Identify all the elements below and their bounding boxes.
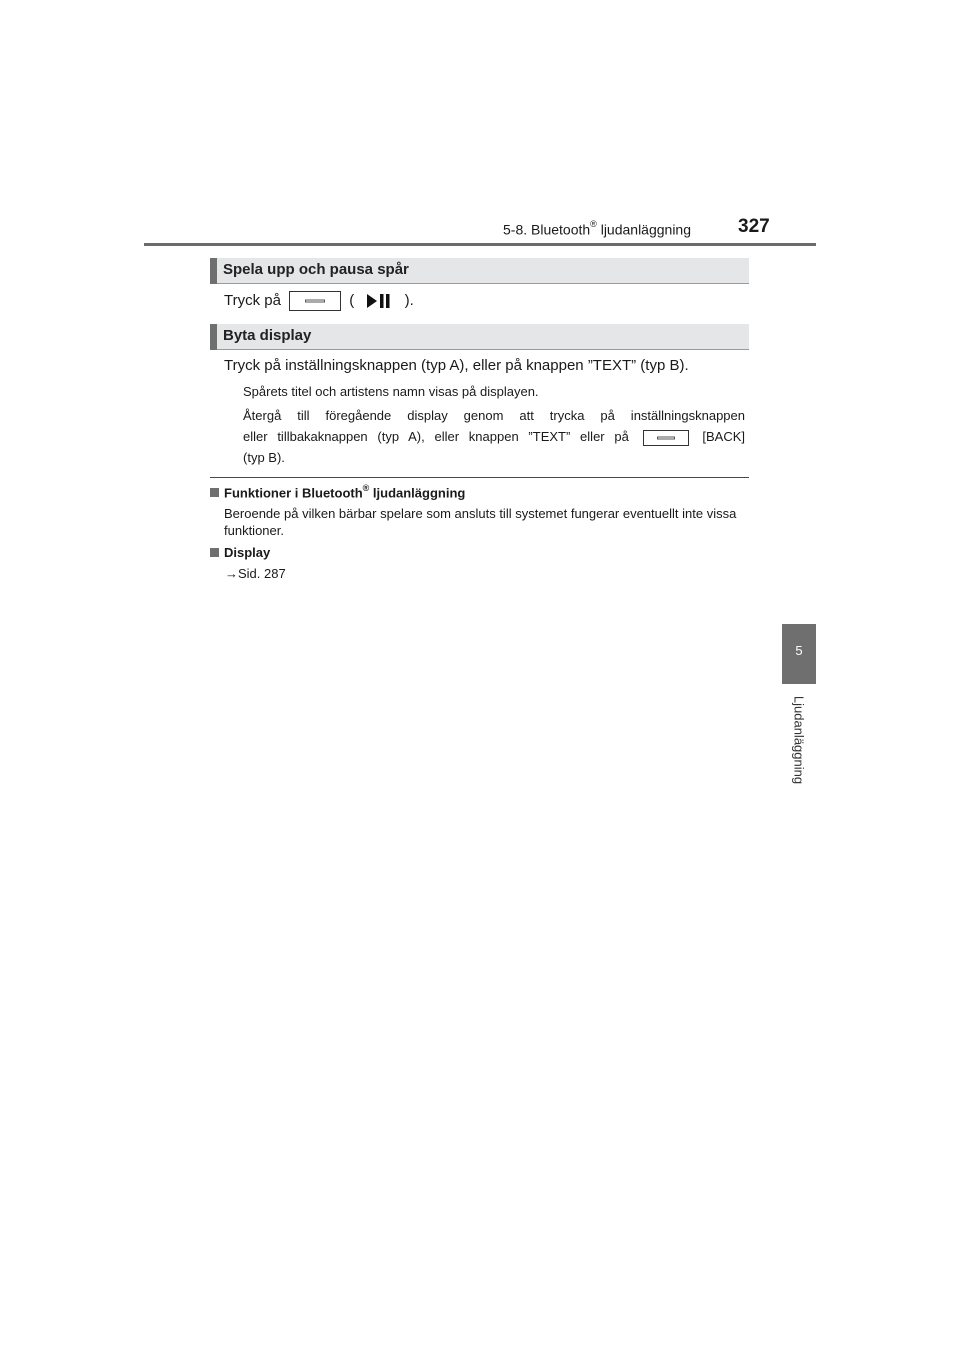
- notes-divider: [210, 477, 749, 478]
- chapter-tab: [782, 624, 816, 684]
- chapter-number: 5: [795, 643, 803, 658]
- back-button-image: [643, 430, 689, 446]
- section-header-play-pause: [210, 258, 749, 284]
- note-body-bluetooth-functions: Beroende på vilken bärbar spelare som ansluts till systemet fungerar eventuellt inte vissa funktioner.: [224, 506, 737, 538]
- square-bullet-icon: [210, 548, 219, 557]
- header-divider: [144, 243, 816, 246]
- arrow-right-icon: →: [225, 566, 238, 581]
- page-number: 327: [738, 216, 770, 237]
- button-symbol: [657, 436, 675, 439]
- display-result-text: Spårets titel och artistens namn visas på displayen.: [243, 384, 539, 399]
- control-button-image: [289, 291, 341, 311]
- button-symbol: [305, 300, 325, 303]
- section-header-change-display: [210, 324, 749, 350]
- note-title-display: Display: [210, 545, 270, 560]
- section-title: Spela upp och pausa spår: [223, 261, 409, 278]
- display-return-text: Återgå till föregående display genom att trycka på inställningsknappen eller tillbakaknappen (typ A), eller knappen ”TEXT” eller på [BACK] (typ B).: [243, 408, 745, 465]
- section-title: Byta display: [223, 327, 312, 344]
- play-pause-instruction: Tryck på ( ).: [224, 291, 414, 311]
- page-reference-link[interactable]: →Sid. 287: [225, 566, 286, 581]
- header-section-title: 5-8. Bluetooth® ljudanläggning: [503, 219, 692, 238]
- display-instruction: Tryck på inställningsknappen (typ A), eller på knappen ”TEXT” (typ B).: [224, 357, 689, 374]
- square-bullet-icon: [210, 488, 219, 497]
- note-title-bluetooth-functions: Funktioner i Bluetooth® ljudanläggning: [210, 484, 465, 500]
- play-pause-icon: [366, 293, 392, 309]
- chapter-label: Ljudanläggning: [791, 695, 807, 785]
- section-header-bar: [210, 258, 217, 284]
- section-header-bar: [210, 324, 217, 350]
